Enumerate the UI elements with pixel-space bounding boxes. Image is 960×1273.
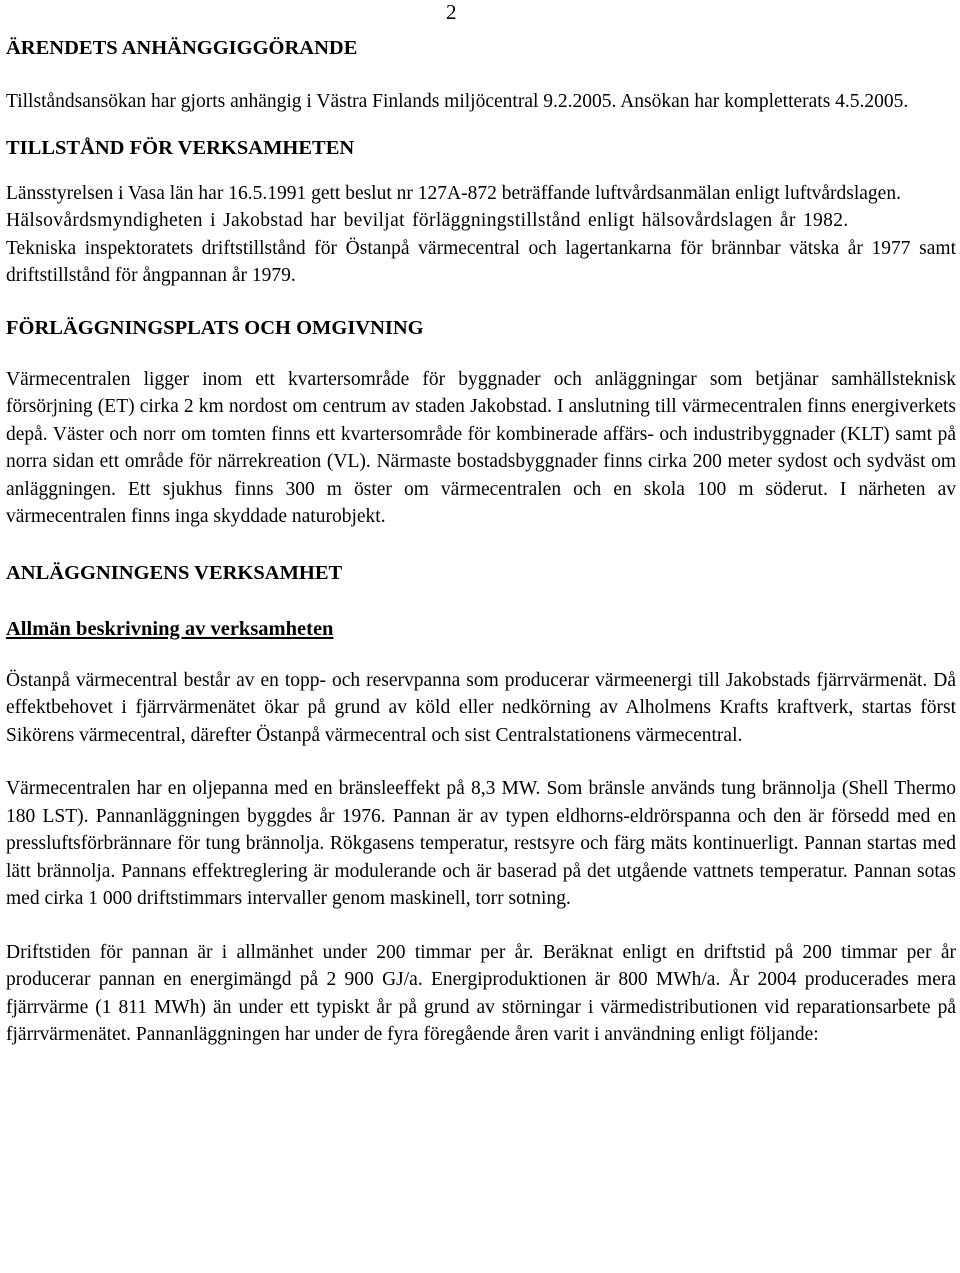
paragraph-tillstand-2: Hälsovårdsmyndigheten i Jakobstad har beviljat förläggningstillstånd enligt hälsovårdslagen år 1982. — [6, 210, 849, 231]
heading-tillstand: TILLSTÅND FÖR VERKSAMHETEN — [6, 136, 355, 159]
paragraph-arendets-1: Tillståndsansökan har gjorts anhängig i Västra Finlands miljöcentral 9.2.2005. Ansökan har kompletterats 4.5.2005. — [6, 91, 909, 112]
document-content — [6, 30, 956, 1049]
paragraph-forlaggningsplats-1: Värmecentralen ligger inom ett kvartersområde för byggnader och anläggningar som betjänar samhällsteknisk försörjning (ET) cirka 2 km nordost om centrum av staden Jakobstad. I anslutning till värmecentralen finns energiverkets depå. Väster och norr om tomten finns ett kvartersområde för kombinerade affärs- och industribyggnader (KLT) samt på norra sidan ett område för närrekreation (VL). Närmaste bostadsbyggnader finns cirka 200 meter sydost och sydväst om anläggningen. Ett sjukhus finns 300 m öster om värmecentralen och en skola 100 m söderut. I närheten av värmecentralen finns inga skyddade naturobjekt. — [6, 368, 956, 527]
heading-arendets: ÄRENDETS ANHÄNGGIGGÖRANDE — [6, 37, 358, 59]
heading-forlaggningsplats: FÖRLÄGGNINGSPLATS OCH OMGIVNING — [6, 316, 424, 339]
paragraph-tillstand-1: Länsstyrelsen i Vasa län har 16.5.1991 gett beslut nr 127A-872 beträffande luftvårdsanmälan enligt luftvårdslagen. — [6, 182, 901, 204]
paragraph-verksamhet-3: Driftstiden för pannan är i allmänhet under 200 timmar per år. Beräknat enligt en driftstid på 200 timmar per år producerar pannan en energimängd på 2 900 GJ/a. Energiproduktionen är 800 MWh/a. År 2004 producerades mera fjärrvärme (1 811 MWh) än under ett typiskt år på grund av störningar i värmedistributionen vid reparationsarbete på fjärrvärmenätet. Pannanläggningen har under de fyra föregående åren varit i användning enligt följande: — [6, 941, 956, 1045]
paragraph-verksamhet-2: Värmecentralen har en oljepanna med en bränsleeffekt på 8,3 MW. Som bränsle används tung brännolja (Shell Thermo 180 LST). Pannanläggningen byggdes år 1976. Pannan är av typen eldhorns-eldrörspanna och den är försedd med en pressluftsförbrännare för tung brännolja. Rökgasens temperatur, restsyre och färg mäts kontinuerligt. Pannan startas med lätt brännolja. Pannans effektreglering är modulerande och är baserad på det utgående vattnets temperatur. Pannan sotas med cirka 1 000 driftstimmars intervaller genom maskinell, torr sotning. — [6, 778, 956, 909]
paragraph-verksamhet-1: Östanpå värmecentral består av en topp- och reservpanna som producerar värmeenergi till Jakobstads fjärrvärmenät. Då effektbehovet i fjärrvärmenätet ökar på grund av köld eller nedkörning av Alholmens Krafts kraftverk, startas först Sikörens värmecentral, därefter Östanpå värmecentral och sist Centralstationens värmecentral. — [6, 669, 956, 746]
subheading-allman-beskrivning: Allmän beskrivning av verksamheten — [6, 617, 334, 640]
page-number: 2 — [446, 0, 457, 24]
paragraph-tillstand-3: Tekniska inspektoratets driftstillstånd för Östanpå värmecentral och lagertankarna för brännbar vätska år 1977 samt driftstillstånd för ångpannan år 1979. — [6, 237, 956, 286]
heading-verksamhet: ANLÄGGNINGENS VERKSAMHET — [6, 561, 343, 584]
